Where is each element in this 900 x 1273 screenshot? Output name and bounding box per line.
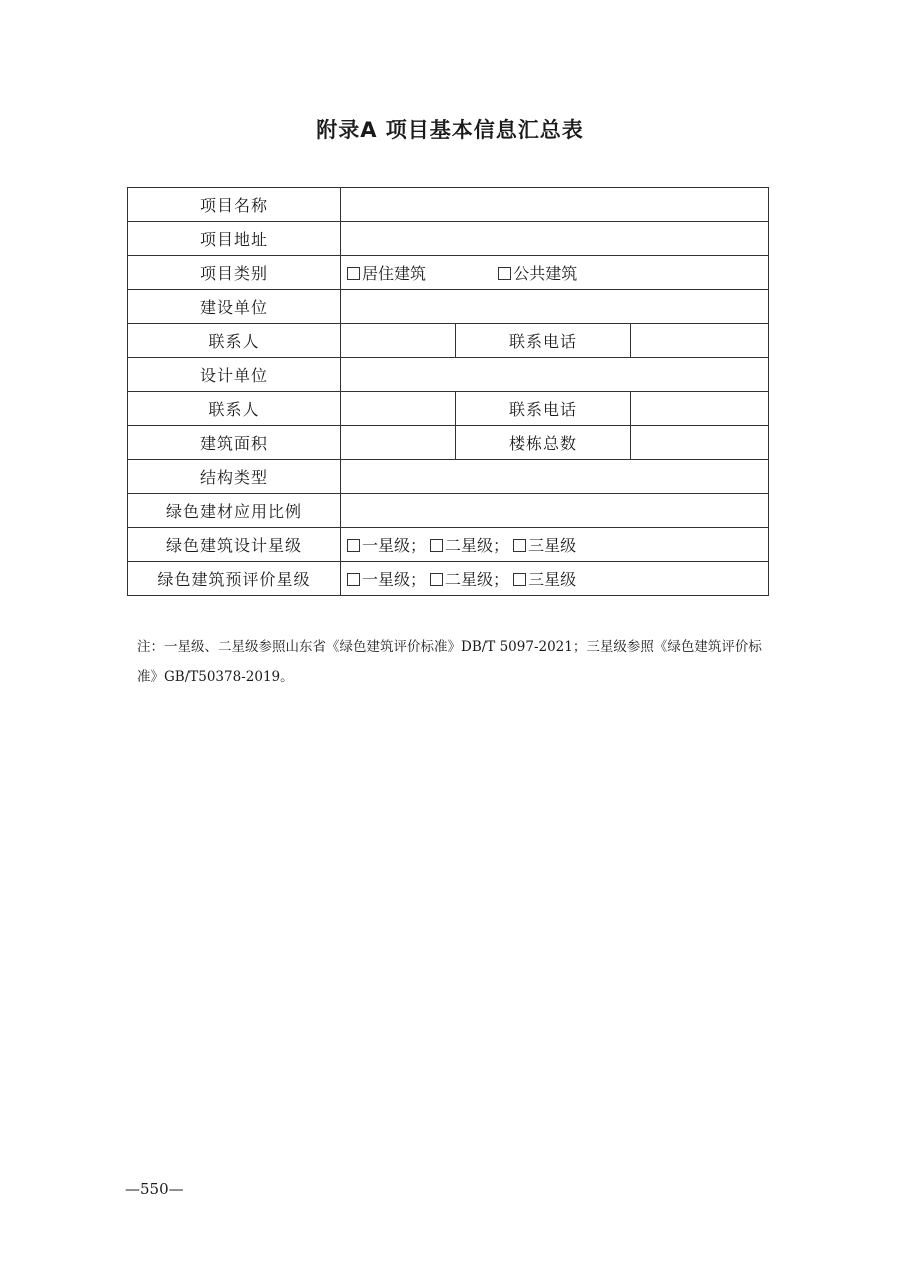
table-row: [128, 392, 769, 426]
table-row: [128, 426, 769, 460]
table-row: [128, 222, 769, 256]
two-star-label: 二星级: [445, 570, 494, 589]
table-row: [128, 290, 769, 324]
three-star-label: 三星级: [528, 536, 577, 555]
designer-phone-field[interactable]: [631, 392, 769, 426]
project-address-label: 项目地址: [128, 222, 341, 256]
design-two-star-checkbox[interactable]: [430, 539, 443, 552]
builder-field[interactable]: [341, 290, 769, 324]
table-row: [128, 528, 769, 562]
design-three-star-checkbox[interactable]: [513, 539, 526, 552]
builder-phone-field[interactable]: [631, 324, 769, 358]
table-row: [128, 324, 769, 358]
designer-contact-field[interactable]: [341, 392, 456, 426]
project-name-field[interactable]: [341, 188, 769, 222]
public-building-checkbox[interactable]: [498, 267, 511, 280]
footnote: 注：一星级、二星级参照山东省《绿色建筑评价标准》DB/T 5097-2021；三星级参照《绿色建筑评价标准》GB/T50378-2019。: [137, 639, 762, 685]
table-row: [128, 358, 769, 392]
project-info-table: [127, 187, 769, 596]
separator: ；: [410, 570, 427, 589]
building-count-field[interactable]: [631, 426, 769, 460]
separator: ；: [493, 536, 510, 555]
designer-field[interactable]: [341, 358, 769, 392]
structure-type-field[interactable]: [341, 460, 769, 494]
one-star-label: 一星级: [362, 570, 411, 589]
residential-checkbox[interactable]: [347, 267, 360, 280]
builder-contact-field[interactable]: [341, 324, 456, 358]
designer-label: 设计单位: [128, 358, 341, 392]
separator: ；: [410, 536, 427, 555]
table-row: [128, 562, 769, 596]
designer-contact-label: 联系人: [128, 392, 341, 426]
pre-eval-star-options: [341, 562, 769, 596]
public-building-label: 公共建筑: [513, 264, 578, 283]
design-star-options: [341, 528, 769, 562]
residential-label: 居住建筑: [362, 264, 427, 283]
designer-phone-label: 联系电话: [456, 392, 631, 426]
design-star-label: 绿色建筑设计星级: [128, 528, 341, 562]
builder-contact-label: 联系人: [128, 324, 341, 358]
page-number: —550—: [125, 1180, 184, 1198]
separator: ；: [493, 570, 510, 589]
project-type-options: [341, 256, 769, 290]
building-area-field[interactable]: [341, 426, 456, 460]
building-area-label: 建筑面积: [128, 426, 341, 460]
pre-eval-two-star-checkbox[interactable]: [430, 573, 443, 586]
project-address-field[interactable]: [341, 222, 769, 256]
pre-eval-star-label: 绿色建筑预评价星级: [128, 562, 341, 596]
page-title: 附录A 项目基本信息汇总表: [316, 118, 584, 142]
builder-label: 建设单位: [128, 290, 341, 324]
green-material-ratio-field[interactable]: [341, 494, 769, 528]
two-star-label: 二星级: [445, 536, 494, 555]
table-row: [128, 460, 769, 494]
design-one-star-checkbox[interactable]: [347, 539, 360, 552]
project-name-label: 项目名称: [128, 188, 341, 222]
builder-phone-label: 联系电话: [456, 324, 631, 358]
one-star-label: 一星级: [362, 536, 411, 555]
green-material-ratio-label: 绿色建材应用比例: [128, 494, 341, 528]
table-row: [128, 188, 769, 222]
table-row: [128, 256, 769, 290]
three-star-label: 三星级: [528, 570, 577, 589]
building-count-label: 楼栋总数: [456, 426, 631, 460]
structure-type-label: 结构类型: [128, 460, 341, 494]
project-type-label: 项目类别: [128, 256, 341, 290]
pre-eval-one-star-checkbox[interactable]: [347, 573, 360, 586]
pre-eval-three-star-checkbox[interactable]: [513, 573, 526, 586]
table-row: [128, 494, 769, 528]
